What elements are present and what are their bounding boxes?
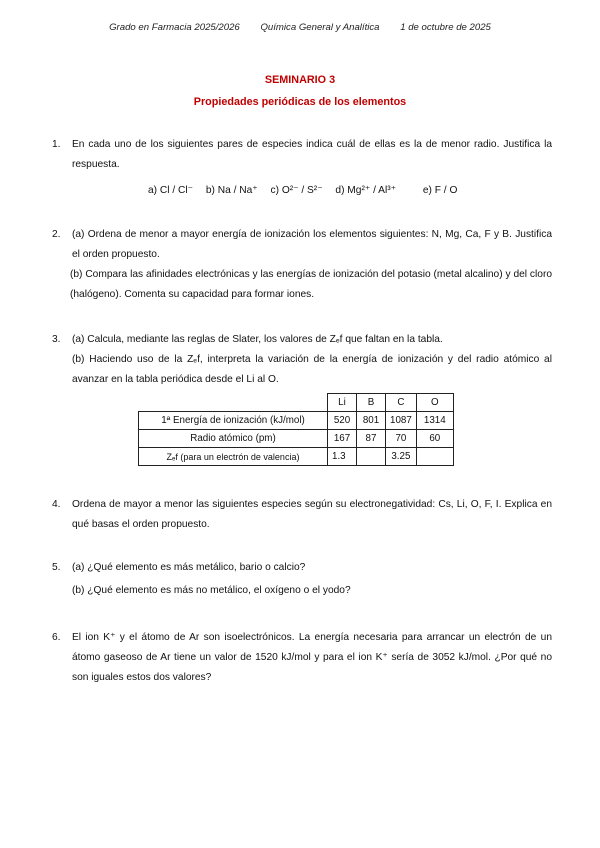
column-header: C xyxy=(386,394,417,412)
question-number: 2. xyxy=(52,229,61,240)
question-2-part-b: (b) Compara las afinidades electrónicas y las energías de ionización del potasio (metal alcalino) y del cloro (halógeno). Comenta su capacidad para formar iones. xyxy=(70,269,552,300)
question-4 xyxy=(52,495,552,535)
table-cell: 1314 xyxy=(416,412,453,430)
question-6 xyxy=(52,628,552,688)
table-row xyxy=(139,412,454,430)
question-5 xyxy=(52,558,552,578)
table-cell: 167 xyxy=(328,430,357,448)
page-header xyxy=(0,22,600,33)
option-c: c) O²⁻ / S²⁻ xyxy=(270,185,323,196)
question-2 xyxy=(52,225,552,265)
header-date: 1 de octubre de 2025 xyxy=(400,22,491,33)
table-row xyxy=(139,448,454,466)
header-course: Grado en Farmacia 2025/2026 xyxy=(109,22,240,33)
species-options xyxy=(148,185,457,196)
row-label: Radio atómico (pm) xyxy=(139,430,328,448)
question-3 xyxy=(52,330,552,350)
column-header: O xyxy=(416,394,453,412)
option-e: e) F / O xyxy=(422,185,458,196)
question-text: En cada uno de los siguientes pares de especies indica cuál de ellas es la de menor radio. Justifica la respuesta. xyxy=(72,139,552,170)
column-header: B xyxy=(357,394,386,412)
question-number: 6. xyxy=(52,632,61,643)
table-cell: 801 xyxy=(357,412,386,430)
question-part-a: (a) Ordena de menor a mayor energía de ionización los elementos siguientes: N, Mg, Ca, F y B. Justifica el orden propuesto. xyxy=(72,229,552,260)
option-d: d) Mg²⁺ / Al³⁺ xyxy=(335,185,396,196)
header-subject: Química General y Analítica xyxy=(260,22,380,33)
table-cell: 520 xyxy=(328,412,357,430)
question-number: 1. xyxy=(52,139,61,150)
option-a: a) Cl / Cl⁻ xyxy=(148,185,193,196)
table-cell xyxy=(416,448,453,466)
seminar-title: SEMINARIO 3 xyxy=(264,74,336,86)
table-cell: 70 xyxy=(386,430,417,448)
row-label: 1ª Energía de ionización (kJ/mol) xyxy=(139,412,328,430)
option-b: b) Na / Na⁺ xyxy=(205,185,258,196)
table-cell: 1087 xyxy=(386,412,417,430)
question-text: Ordena de mayor a menor las siguientes especies según su electronegatividad: Cs, Li, O, F, I. Explica en qué basas el orden propuesto. xyxy=(72,499,552,530)
table-cell: 3.25 xyxy=(386,448,417,466)
question-1 xyxy=(52,135,552,175)
seminar-subtitle: Propiedades periódicas de los elementos xyxy=(193,96,407,108)
row-label: Zₑf (para un electrón de valencia) xyxy=(139,448,328,466)
table-cell: 1.3 xyxy=(328,448,357,466)
table-cell xyxy=(357,448,386,466)
question-5-part-b: (b) ¿Qué elemento es más no metálico, el oxígeno o el yodo? xyxy=(72,585,351,596)
question-part-a: (a) ¿Qué elemento es más metálico, bario o calcio? xyxy=(72,562,306,573)
table-cell: 60 xyxy=(416,430,453,448)
table-row xyxy=(139,430,454,448)
table-cell: 87 xyxy=(357,430,386,448)
column-header: Li xyxy=(328,394,357,412)
question-number: 5. xyxy=(52,562,61,573)
table-header-row xyxy=(139,394,454,412)
question-text: El ion K⁺ y el átomo de Ar son isoelectrónicos. La energía necesaria para arrancar un electrón de un átomo gaseoso de Ar tiene un valor de 1520 kJ/mol y para el ion K⁺ sería de 3052 kJ/mol. ¿Por qué no son iguales estos dos valores? xyxy=(72,632,552,683)
question-part-a: (a) Calcula, mediante las reglas de Slater, los valores de Zₑf que faltan en la tabla. xyxy=(72,334,443,345)
slater-data-table xyxy=(138,393,454,466)
question-number: 3. xyxy=(52,334,61,345)
question-number: 4. xyxy=(52,499,61,510)
question-3-part-b: (b) Haciendo uso de la Zₑf, interpreta la variación de la energía de ionización y del radio atómico al avanzar en la tabla periódica desde el Li al O. xyxy=(72,354,552,385)
